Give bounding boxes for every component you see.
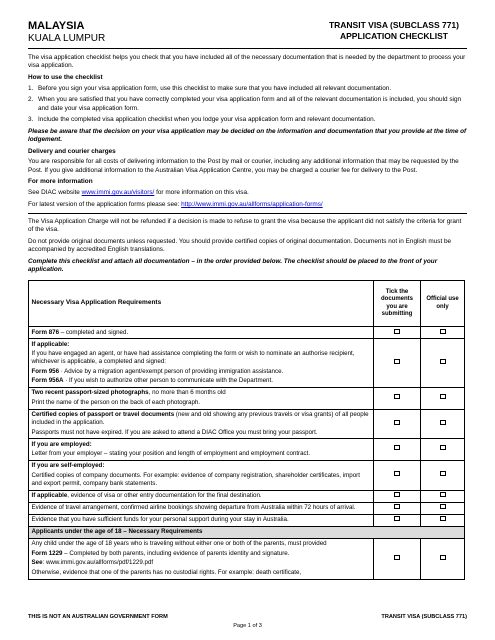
diac-paragraph: See DIAC website www.immi.gov.au/visitors/ for more information on this visa. bbox=[28, 189, 249, 197]
tick-checkbox[interactable] bbox=[394, 471, 400, 476]
official-checkbox bbox=[440, 359, 446, 364]
official-checkbox bbox=[440, 471, 446, 476]
table-row: Form 876 – completed and signed. bbox=[29, 327, 465, 339]
intro-paragraph: The visa application checklist helps you check that you have included all of the necessary documentation that is needed by the department to process your visa application. bbox=[28, 54, 466, 70]
requirements-column-header: Necessary Visa Application Requirements bbox=[29, 281, 374, 327]
tick-checkbox[interactable] bbox=[394, 516, 400, 521]
table-row: Evidence of travel arrangement, confirmed airline bookings showing departure from Australia within 72 hours of arrival. bbox=[29, 502, 465, 514]
official-column-header: Official use only bbox=[421, 281, 465, 327]
delivery-paragraph: You are responsible for all costs of delivering information to the Post by mail or courier, including any additional information that may be requested by the Post. If you give additional information to the Australian Visa Application Centre, you may be charged a courier fee for delivery to the Post. bbox=[28, 158, 459, 174]
tick-checkbox[interactable] bbox=[394, 329, 400, 334]
originals-paragraph: Do not provide original documents unless requested. You should provide certified copies of original documentation. Documents not in English must be accompanied by accredited English translations. bbox=[28, 237, 452, 253]
how-to-heading: How to use the checklist bbox=[28, 73, 103, 81]
visa-title: TRANSIT VISA (SUBCLASS 771) bbox=[328, 20, 459, 30]
tick-checkbox[interactable] bbox=[394, 492, 400, 497]
list-item: 3. Include the completed visa application checklist when you lodge your visa application form and relevant documentation. bbox=[28, 116, 376, 124]
tick-checkbox[interactable] bbox=[394, 420, 400, 425]
tick-checkbox[interactable] bbox=[394, 359, 400, 364]
table-row: Evidence that you have sufficient funds for your personal support during your stay in Australia. bbox=[29, 514, 465, 526]
page-header bbox=[28, 20, 467, 46]
tick-checkbox[interactable] bbox=[394, 445, 400, 450]
checklist-title: APPLICATION CHECKLIST bbox=[339, 31, 448, 41]
tick-checkbox[interactable] bbox=[394, 394, 400, 399]
list-item: 2. When you are satisfied that you have correctly completed your visa application form and all of the relevant documentation is included, you should sign and date your visa application form. bbox=[28, 96, 462, 112]
table-section-row bbox=[29, 526, 465, 538]
instructions-section bbox=[28, 54, 467, 278]
charge-paragraph: The Visa Application Charge will not be refunded if a decision is made to refuse to grant the visa because the applicant did not satisfy the criteria for grant of the visa. bbox=[28, 217, 462, 233]
forms-paragraph: For latest version of the application forms please see: http://www.immi.gov.au/allforms/application-forms/ bbox=[28, 200, 323, 208]
footer-disclaimer: THIS IS NOT AN AUSTRALIAN GOVERNMENT FORM bbox=[28, 614, 168, 620]
official-checkbox bbox=[440, 394, 446, 399]
table-row: Certified copies of passport or travel documents (new and old showing any previous travels or visa grants) of all people included in the application. Passports must not have expired. If you are asked to attend a DIAC Office you must bring your passport. bbox=[29, 409, 465, 439]
country-title: MALAYSIA bbox=[28, 20, 85, 32]
city-title: KUALA LUMPUR bbox=[28, 33, 106, 44]
section-divider bbox=[28, 213, 467, 214]
table-row: Any child under the age of 18 years who is traveling without either one or both of the parents, must provided Form 1229 – Completed by both parents, including evidence of parents identity and signature. See: www.immi.gov.au/allforms/pdf/1229.pdf Otherwise, evidence that one of the parents has no custodial rights. For example: death certificate, bbox=[29, 538, 465, 579]
header-divider bbox=[28, 48, 467, 49]
steps-list bbox=[28, 85, 467, 125]
official-checkbox bbox=[440, 420, 446, 425]
list-item: 1. Before you sign your visa application form, use this checklist to make sure that you have included all relevant documentation. bbox=[28, 84, 392, 92]
table-row: If you are self-employed: Certified copies of company documents. For example: evidence of company registration, shareholder certificates, import and export permit, company bank statements. bbox=[29, 460, 465, 490]
official-checkbox bbox=[440, 516, 446, 521]
official-checkbox bbox=[440, 492, 446, 497]
page-number: Page 1 of 3 bbox=[233, 623, 262, 629]
table-row: If you are employed: Letter from your employer – stating your position and length of employment and employment contract. bbox=[29, 439, 465, 461]
diac-website-link[interactable]: www.immi.gov.au/visitors/ bbox=[81, 189, 155, 197]
footer-form-name: TRANSIT VISA (SUBCLASS 771) bbox=[381, 614, 467, 620]
table-row: Two recent passport-sized photographs, no more than 6 months old Print the name of the person on the back of each photograph. bbox=[29, 387, 465, 409]
more-info-heading: For more information bbox=[28, 178, 93, 186]
official-checkbox bbox=[440, 504, 446, 509]
official-checkbox bbox=[440, 555, 446, 560]
warning-paragraph: Please be aware that the decision on your visa application may be decided on the information and documentation that you provide at the time of lodgement. bbox=[28, 127, 467, 143]
under-18-heading: Applicants under the age of 18 – Necessary Requirements bbox=[29, 526, 465, 538]
requirements-table bbox=[28, 280, 465, 580]
complete-paragraph: Complete this checklist and attach all documentation – in the order provided below. The checklist should be placed to the front of your application. bbox=[28, 257, 438, 273]
official-checkbox bbox=[440, 445, 446, 450]
tick-checkbox[interactable] bbox=[394, 555, 400, 560]
table-row: If applicable, evidence of visa or other entry documentation for the final destination. bbox=[29, 490, 465, 502]
table-row: If applicable: If you have engaged an agent, or have had assistance completing the form or wish to nominate an authorise recipient, whichever is applicable, a completed and signed: Form 956 · Advice by a migration agent/exempt person of providing immigration assistance. Form 956A · If you wish to authorize other person to communicate with the Department. bbox=[29, 339, 465, 388]
application-forms-link[interactable]: http://www.immi.gov.au/allforms/application-forms/ bbox=[181, 200, 323, 208]
table-header-row bbox=[29, 281, 465, 327]
tick-checkbox[interactable] bbox=[394, 504, 400, 509]
official-checkbox bbox=[440, 329, 446, 334]
delivery-heading: Delivery and courier charges bbox=[28, 147, 116, 155]
tick-column-header: Tick the documents you are submitting bbox=[374, 281, 421, 327]
